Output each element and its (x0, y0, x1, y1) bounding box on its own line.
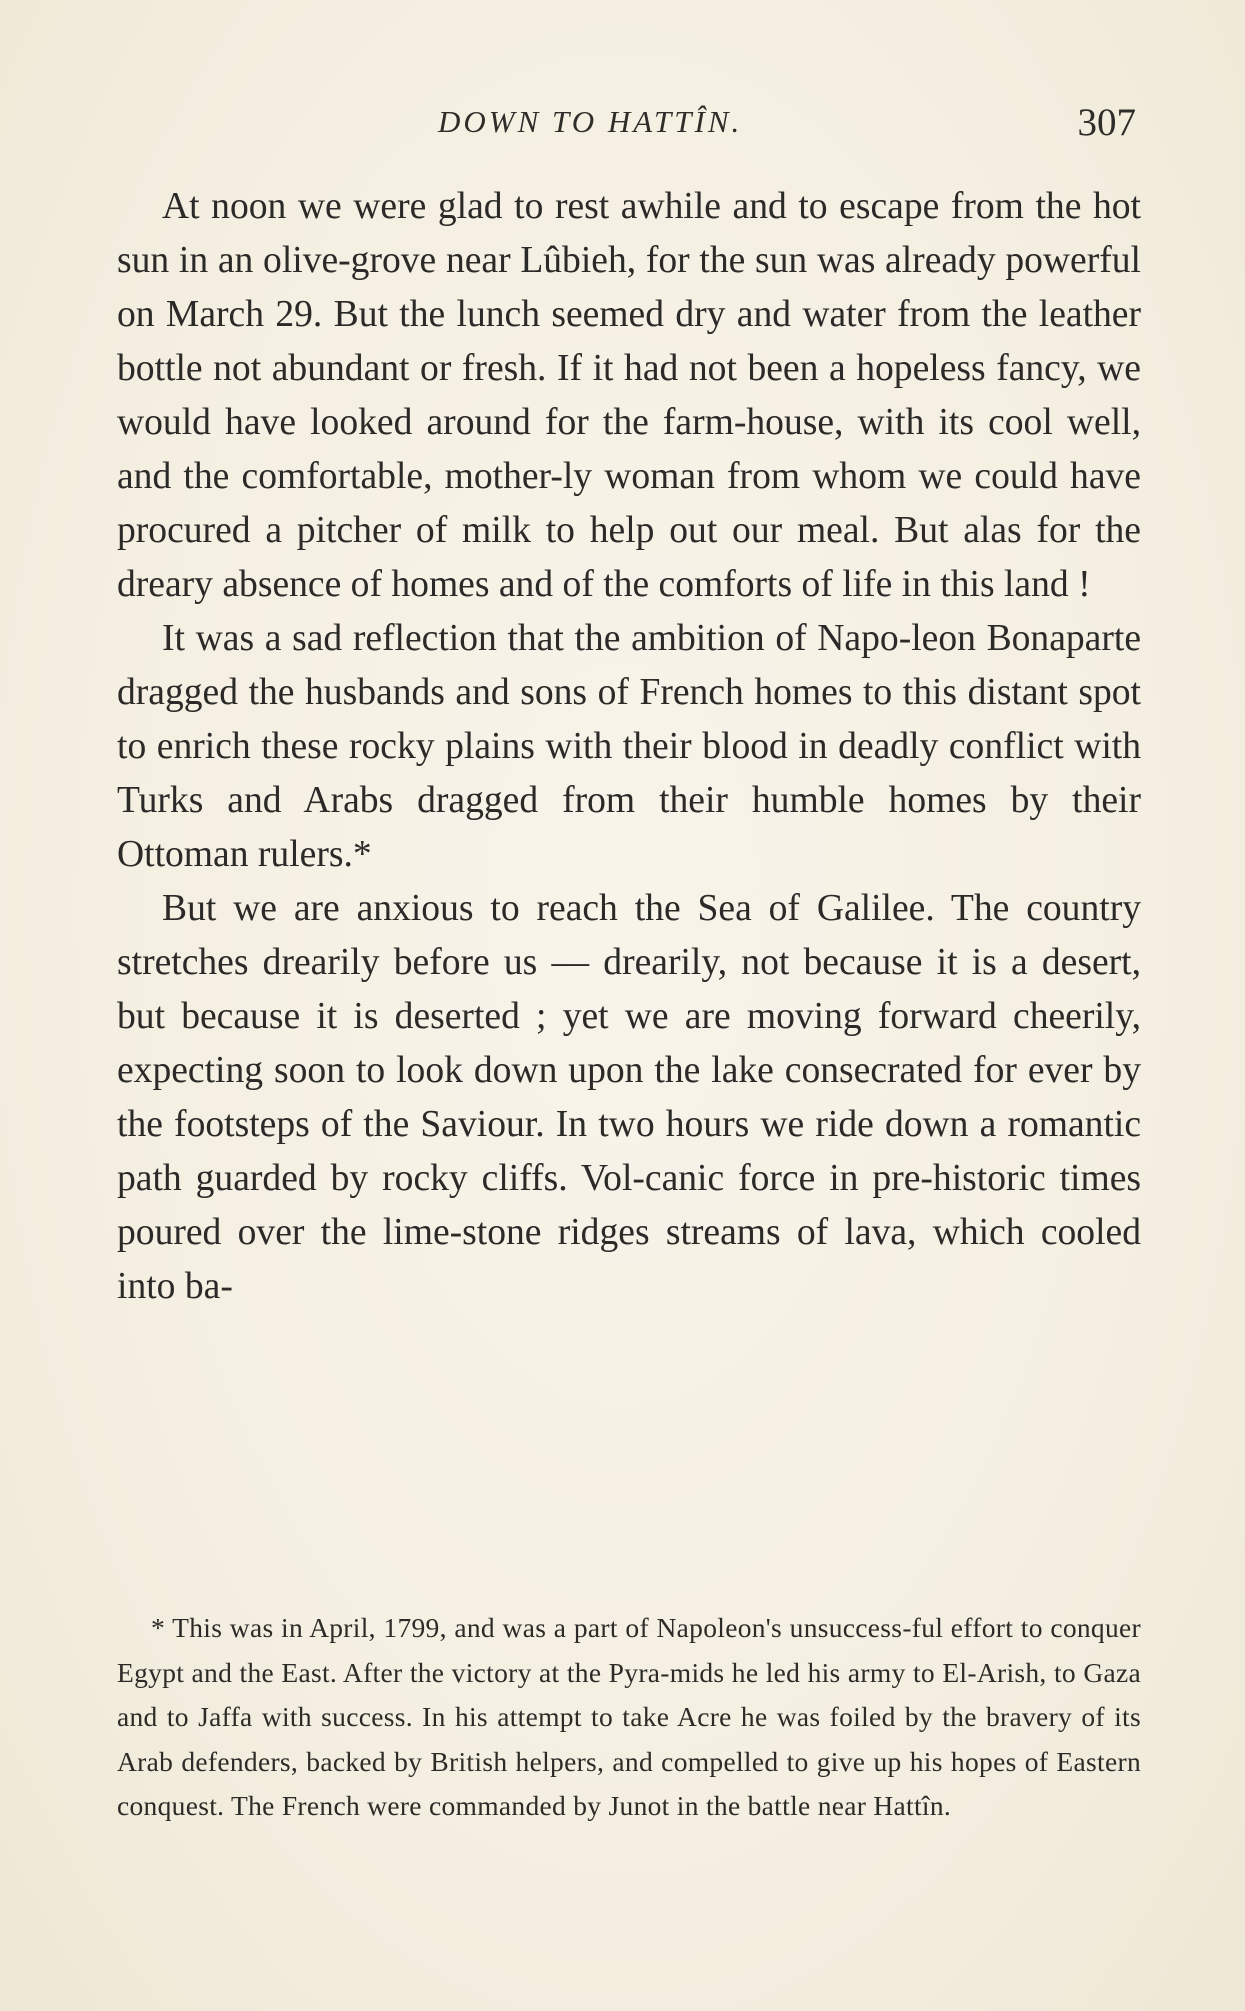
footnote-text: * This was in April, 1799, and was a part of Napoleon's unsuccess-ful effort to conquer Egypt and the East. After the victory at the Pyra-mids he led his army to El-Arish, to Gaza and to Jaffa with success. In his attempt to take Acre he was foiled by the bravery of its Arab defenders, backed by British helpers, and compelled to give up his hopes of Eastern conquest. The French were commanded by Junot in the battle near Hattîn. (117, 1612, 1141, 1821)
paragraph-galilee: But we are anxious to reach the Sea of Galilee. The country stretches drearily before us — drearily, not because it is a desert, but because it is deserted ; yet we are moving forward cheerily, expecting soon to look down upon the lake consecrated for ever by the footsteps of the Saviour. In two hours we ride down a romantic path guarded by rocky cliffs. Vol-canic force in pre-historic times poured over the lime-stone ridges streams of lava, which cooled into ba- (117, 888, 1141, 1307)
paragraph-lunch: At noon we were glad to rest awhile and to escape from the hot sun in an olive-grove near Lûbieh, for the sun was already powerful on March 29. But the lunch seemed dry and water from the leather bottle not abundant or fresh. If it had not been a hopeless fancy, we would have looked around for the farm-house, with its cool well, and the comfortable, mother-ly woman from whom we could have procured a pitcher of milk to help out our meal. But alas for the dreary absence of homes and of the comforts of life in this land ! (117, 186, 1141, 605)
paragraph-napoleon: It was a sad reflection that the ambition of Napo-leon Bonaparte dragged the husbands and sons of French homes to this distant spot to enrich these rocky plains with their blood in deadly conflict with Turks and Arabs dragged from their humble homes by their Ottoman rulers.* (117, 618, 1141, 875)
running-head (118, 101, 1136, 154)
running-title: DOWN TO HATTÎN. (438, 104, 743, 139)
footnote (117, 1606, 1141, 1829)
page-number: 307 (1077, 101, 1136, 144)
body-text (117, 180, 1141, 1314)
